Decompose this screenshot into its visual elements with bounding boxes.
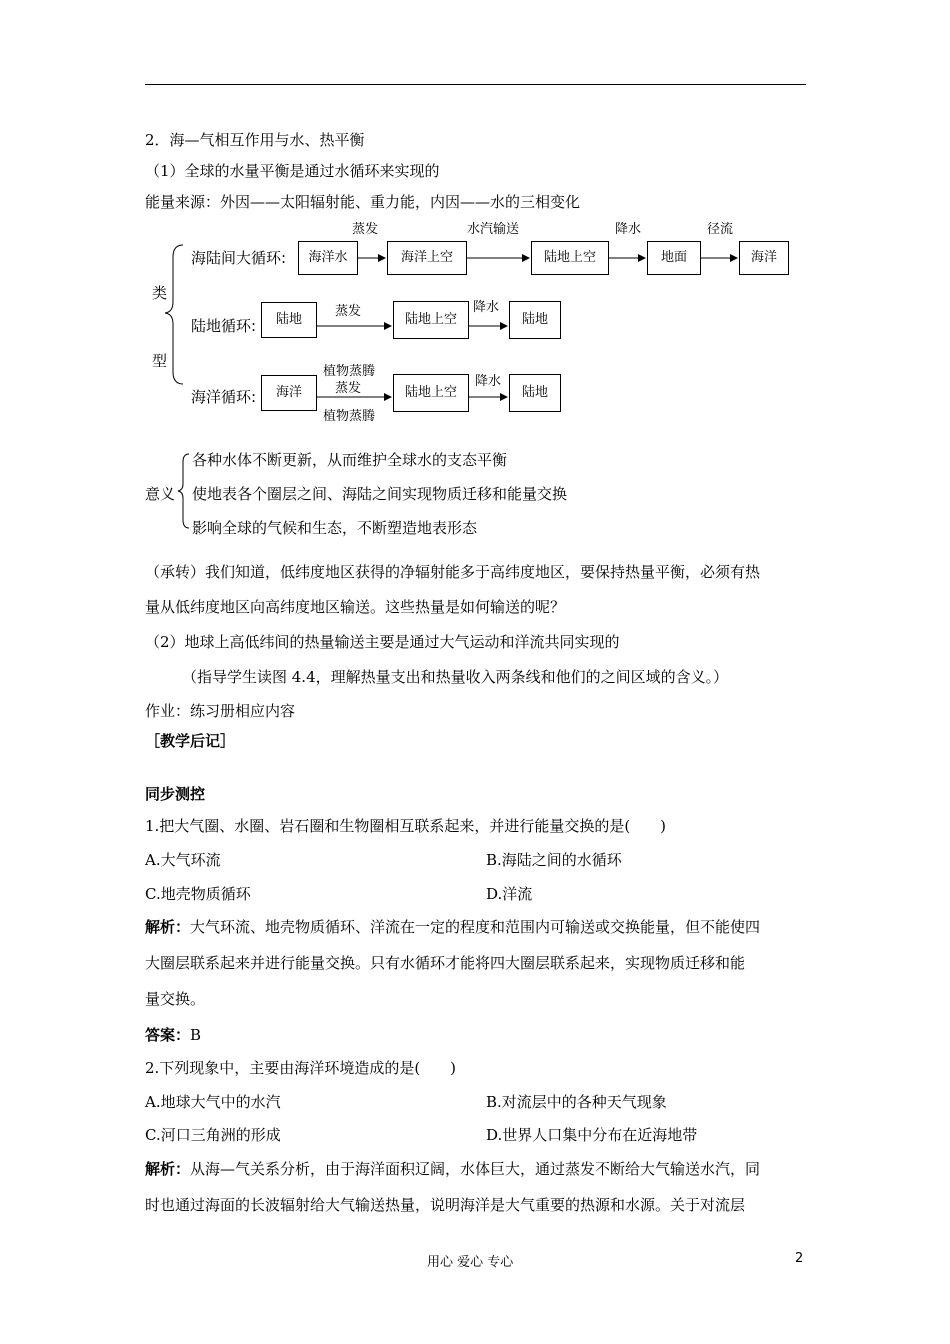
q1-stem: 1.把大气圈、水圈、岩石圈和生物圈相互联系起来，并进行能量交换的是( ) <box>145 817 667 835</box>
box-above-ocean: 海洋上空 <box>387 241 467 275</box>
label-vapor-transport: 水汽输送 <box>467 222 520 237</box>
label-ocean-transpiration-bottom: 植物蒸腾 <box>323 409 376 424</box>
box-ocean: 海洋 <box>739 241 789 275</box>
q2-analysis-text: 从海—气关系分析，由于海洋面积辽阔，水体巨大，通过蒸发不断给大气输送水汽，同 <box>190 1160 761 1178</box>
q1-answer-label: 答案： <box>145 1026 191 1044</box>
water-cycle-diagram <box>145 212 845 442</box>
type-label-2: 型 <box>152 352 168 370</box>
energy-source-line: 能量来源：外因——太阳辐射能、重力能，内因——水的三相变化 <box>145 193 581 211</box>
page-number: 2 <box>795 1251 804 1266</box>
box-ocean-water: 海洋水 <box>298 241 358 275</box>
heat-transport-line: （2）地球上高低纬间的热量输送主要是通过大气运动和洋流共同实现的 <box>145 633 620 651</box>
q1-answer <box>145 1025 201 1045</box>
label-ocean-transpiration-top: 植物蒸腾 <box>323 364 376 379</box>
q1-option-d: D.洋流 <box>486 885 533 903</box>
box-land-1: 陆地 <box>261 302 317 338</box>
box-ocean-src: 海洋 <box>261 375 317 411</box>
q1-analysis-line-3: 量交换。 <box>145 990 206 1008</box>
label-evaporation: 蒸发 <box>352 222 379 237</box>
box-ocean-above: 陆地上空 <box>393 374 469 412</box>
footer-text: 用心 爱心 专心 <box>427 1255 514 1270</box>
box-ocean-land: 陆地 <box>509 374 561 412</box>
significance-item: 各种水体不断更新，从而维护全球水的支态平衡 <box>192 451 508 469</box>
postscript-heading: ［教学后记］ <box>145 732 236 750</box>
q1-analysis-line-1 <box>145 917 760 937</box>
guide-line: （指导学生读图 4.4，理解热量支出和热量收入两条线和他们的之间区域的含义。） <box>182 668 729 686</box>
homework-line: 作业：练习册相应内容 <box>145 702 296 720</box>
significance-item: 影响全球的气候和生态，不断塑造地表形态 <box>192 519 478 537</box>
type-label-1: 类 <box>152 284 168 302</box>
box-land-2: 陆地 <box>509 301 561 339</box>
box-land-above: 陆地上空 <box>393 301 469 339</box>
q1-analysis-text: 大气环流、地壳物质循环、洋流在一定的程度和范围内可输送或交换能量，但不能使四 <box>190 918 761 936</box>
q1-option-b: B.海陆之间的水循环 <box>486 851 622 869</box>
q2-option-c: C.河口三角洲的形成 <box>145 1126 281 1144</box>
q2-analysis-line-2: 时也通过海面的长波辐射给大气输送热量，说明海洋是大气重要的热源和水源。关于对流层 <box>145 1196 746 1214</box>
q2-option-d: D.世界人口集中分布在近海地带 <box>486 1126 698 1144</box>
q2-stem: 2.下列现象中，主要由海洋环境造成的是( ) <box>145 1059 457 1077</box>
water-balance-line: （1）全球的水量平衡是通过水循环来实现的 <box>145 162 440 180</box>
land-cycle-label: 陆地循环: <box>191 317 257 335</box>
q2-option-b: B.对流层中的各种天气现象 <box>486 1093 667 1111</box>
box-ground: 地面 <box>647 241 701 275</box>
ocean-cycle-label: 海洋循环: <box>191 388 257 406</box>
label-ocean-evaporation: 蒸发 <box>335 381 362 396</box>
label-runoff: 径流 <box>707 222 734 237</box>
significance-item: 使地表各个圈层之间、海陆之间实现物质迁移和能量交换 <box>192 485 568 503</box>
section-title: 2．海—气相互作用与水、热平衡 <box>145 131 365 149</box>
sea-land-cycle-label: 海陆间大循环: <box>191 249 287 267</box>
q1-option-a: A.大气环流 <box>145 851 221 869</box>
label-precipitation: 降水 <box>615 222 642 237</box>
label-ocean-precipitation: 降水 <box>475 374 502 389</box>
header-rule <box>145 84 806 85</box>
box-above-land: 陆地上空 <box>531 241 609 275</box>
transition-line-2: 量从低纬度地区向高纬度地区输送。这些热量是如何输送的呢？ <box>145 598 566 616</box>
label-land-evaporation: 蒸发 <box>335 304 362 319</box>
type-brace <box>165 245 183 384</box>
q1-option-c: C.地壳物质循环 <box>145 885 251 903</box>
significance-label: 意义 <box>145 485 176 503</box>
q1-analysis-label: 解析： <box>145 918 191 936</box>
transition-line-1: （承转）我们知道，低纬度地区获得的净辐射能多于高纬度地区，要保持热量平衡，必须有热 <box>145 563 761 581</box>
q2-analysis-label: 解析： <box>145 1160 191 1178</box>
sync-title: 同步测控 <box>145 785 206 803</box>
q1-answer-value: B <box>190 1026 202 1044</box>
q2-analysis-line-1 <box>145 1159 760 1179</box>
label-land-precipitation: 降水 <box>473 300 500 315</box>
q2-option-a: A.地球大气中的水汽 <box>145 1093 281 1111</box>
q1-analysis-line-2: 大圈层联系起来并进行能量交换。只有水循环才能将四大圈层联系起来，实现物质迁移和能 <box>145 954 746 972</box>
